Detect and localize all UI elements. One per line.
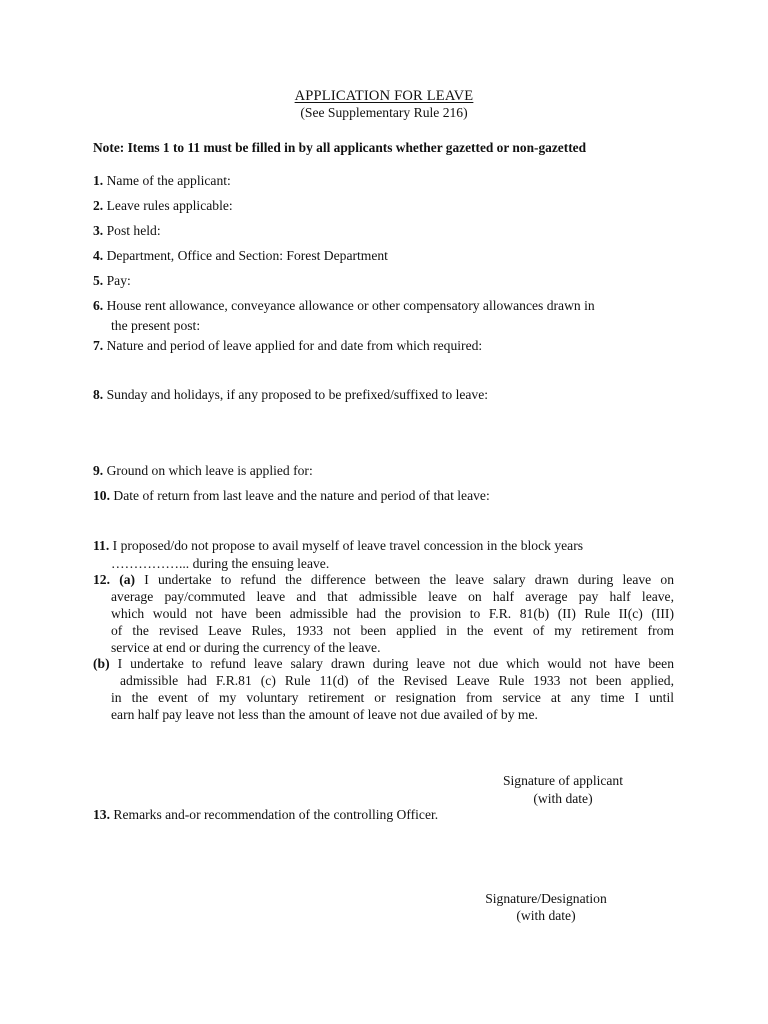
item-12a-first-line — [93, 571, 674, 588]
item-text: Remarks and-or recommendation of the controlling Officer. — [113, 807, 439, 822]
item-11-continuation: ……………... during the ensuing leave. — [111, 556, 330, 571]
item-2 — [93, 197, 233, 214]
item-12b-text: I undertake to refund leave salary drawn during leave not due which would not have been — [117, 656, 675, 671]
form-subtitle: (See Supplementary Rule 216) — [300, 105, 468, 120]
item-text: Nature and period of leave applied for and date from which required: — [106, 338, 483, 353]
item-7 — [93, 337, 482, 354]
item-number: 8. — [93, 387, 104, 402]
item-12b-line: in the event of my voluntary retirement or resignation from service at any time I until — [111, 690, 674, 705]
item-number: 11. — [93, 538, 110, 553]
item-12a-line: of the revised Leave Rules, 1933 not been applied in the event of my retirement from — [111, 623, 674, 638]
item-text: Post held: — [106, 223, 161, 238]
item-number: 9. — [93, 463, 104, 478]
item-3 — [93, 222, 161, 239]
item-text: Sunday and holidays, if any proposed to be prefixed/suffixed to leave: — [106, 387, 489, 402]
applicant-signature-label: Signature of applicant — [502, 773, 624, 788]
item-number: 12. — [93, 572, 110, 587]
item-10 — [93, 487, 490, 504]
item-12a-text: I undertake to refund the difference between the leave salary drawn during leave on — [144, 572, 674, 587]
item-text: Ground on which leave is applied for: — [106, 463, 313, 478]
officer-signature-date: (with date) — [516, 908, 576, 923]
item-number: 3. — [93, 223, 104, 238]
form-title: APPLICATION FOR LEAVE — [294, 88, 474, 104]
item-4 — [93, 247, 388, 264]
item-text: Name of the applicant: — [106, 173, 231, 188]
item-8 — [93, 386, 488, 403]
applicant-signature-date: (with date) — [533, 791, 593, 806]
item-text: House rent allowance, conveyance allowance or other compensatory allowances drawn in — [106, 298, 595, 313]
item-text: Leave rules applicable: — [106, 198, 233, 213]
item-text: Department, Office and Section: Forest Department — [106, 248, 388, 263]
item-number: 7. — [93, 338, 104, 353]
item-9 — [93, 462, 313, 479]
item-text: I proposed/do not propose to avail myself of leave travel concession in the block years — [112, 538, 584, 553]
item-12a-line: which would not have been admissible had the provision to F.R. 81(b) (II) Rule II(c) (III) — [111, 606, 674, 621]
form-note: Note: Items 1 to 11 must be filled in by all applicants whether gazetted or non-gazetted — [93, 140, 587, 155]
item-6 — [93, 297, 595, 314]
item-6-continuation: the present post: — [111, 318, 201, 333]
item-number: 6. — [93, 298, 104, 313]
item-number: 13. — [93, 807, 110, 822]
item-number: 1. — [93, 173, 104, 188]
item-1 — [93, 172, 231, 189]
item-number: 4. — [93, 248, 104, 263]
item-5 — [93, 272, 131, 289]
item-12b-first-line — [93, 655, 674, 672]
item-text: Pay: — [106, 273, 131, 288]
officer-signature-label: Signature/Designation — [485, 891, 607, 906]
item-12a-line: average pay/commuted leave and that admissible leave on half average pay half leave, — [111, 589, 674, 604]
item-12b-label: (b) — [93, 656, 110, 671]
item-12a-last-line: service at end or during the currency of the leave. — [111, 640, 381, 655]
item-12b-last-line: earn half pay leave not less than the amount of leave not due availed of by me. — [111, 707, 538, 722]
item-number: 5. — [93, 273, 104, 288]
item-number: 2. — [93, 198, 104, 213]
item-12b-line: admissible had F.R.81 (c) Rule 11(d) of the Revised Leave Rule 1933 not been applied, — [120, 673, 674, 688]
item-11 — [93, 537, 583, 554]
item-text: Date of return from last leave and the nature and period of that leave: — [113, 488, 490, 503]
item-13 — [93, 806, 438, 823]
item-number: 10. — [93, 488, 110, 503]
item-12a-label: (a) — [119, 572, 136, 587]
